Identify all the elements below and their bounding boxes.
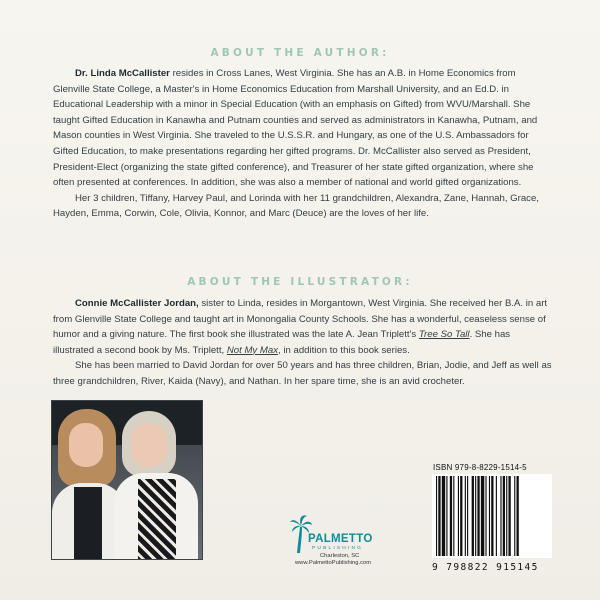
illustrator-bio-text-b: . She has illustrated a second book by Ms. Triplett,	[53, 329, 511, 356]
barcode-bar	[475, 476, 476, 556]
barcode-bar	[442, 476, 445, 556]
book-title-tree-so-tall: Tree So Tall	[418, 329, 470, 341]
publisher-name: PALMETTO	[308, 533, 373, 545]
barcode-bar	[477, 476, 479, 556]
barcode-bar	[458, 476, 459, 556]
woman-left-face	[69, 423, 103, 467]
author-illustrator-photo	[51, 400, 203, 560]
publisher-url: www.PalmettoPublishing.com	[295, 560, 372, 566]
publisher-subtitle: PUBLISHING	[312, 546, 364, 551]
barcode-bar	[514, 476, 515, 556]
barcode-bar	[500, 476, 501, 556]
author-bio-paragraph-2: Her 3 children, Tiffany, Harvey Paul, and Lorinda with her 11 grandchildren, Alexandra, Zane, Hannah, Grace, Hayden, Emma, Corwin, Cole, Olivia, Konnor, and Marc (Deuce) are the loves of her life.	[53, 192, 539, 220]
barcode-bars	[432, 476, 552, 558]
publisher-city: Charleston, SC	[320, 553, 360, 559]
author-bio	[53, 66, 553, 222]
isbn-label: ISBN 979-8-8229-1514-5	[433, 463, 527, 472]
woman-right-blouse	[138, 479, 176, 560]
barcode-bar	[467, 476, 468, 556]
woman-left-shirt	[74, 487, 102, 559]
book-title-not-my-max: Not My Max	[226, 344, 279, 356]
barcode-bar	[450, 476, 452, 556]
barcode-bar	[491, 476, 493, 556]
author-bio-text: resides in Cross Lanes, West Virginia. She has an A.B. in Home Economics from Glenville State College, a Master's in Home Economics Education from Marshall University, and an Ed.D. in Educational Leadership with a minor in Special Education (with an emphasis on Gifted) from WVU/Marshall. She taught Gifted Education in Kanawha and Putnam counties and served as administrators in Kanawha, Putnam, and Mason counties in West Virginia. She traveled to the U.S.S.R. and Hungary, as one of the U.S. Ambassadors for Gifted Education, to make presentations regarding her gifted programs. Dr. McCallister also served as President, President-Elect (organizing the state gifted conference), and Treasurer of her state gifted organization, where she often presented at conferences. In addition, she was also a member of national and world gifted organizations.	[53, 68, 538, 189]
author-bio-paragraph-1	[53, 66, 553, 191]
barcode-bar	[503, 476, 505, 556]
barcode	[432, 474, 552, 558]
illustrator-bio-text-c: , in addition to this book series.	[278, 344, 410, 356]
illustrator-bio-paragraph-2: She has been married to David Jordan for over 50 years and has three children, Brian, Jodie, and Jeff as well as three grandchildren, River, Kaida (Navy), and Nathan. In her spare time, she is an avid crocheter.	[53, 360, 552, 387]
barcode-bar	[472, 476, 474, 556]
illustrator-bio-text-a: sister to Linda, resides in Morgantown, West Virginia. She received her B.A. in art from Glenville State College and taught art in Monongalia County Schools. She has a wonderful, ceaseless sense of humor and a giving nature. The first book she illustrated was the late A. Jean Triplett's	[53, 298, 548, 341]
barcode-bar	[489, 476, 490, 556]
barcode-bar	[460, 476, 462, 556]
barcode-bar	[438, 476, 440, 556]
barcode-bar	[496, 476, 497, 556]
woman-right-face	[131, 423, 167, 467]
barcode-bar	[506, 476, 507, 556]
illustrator-bio	[53, 296, 553, 390]
illustrator-heading: ABOUT THE ILLUSTRATOR:	[187, 276, 413, 288]
publisher-logo	[276, 515, 386, 575]
barcode-bar	[465, 476, 466, 556]
illustrator-name: Connie McCallister Jordan,	[75, 298, 199, 309]
barcode-bar	[485, 476, 486, 556]
barcode-bar	[517, 476, 519, 556]
barcode-bar	[508, 476, 510, 556]
barcode-digits: 9 798822 915145	[432, 562, 539, 573]
barcode-bar	[436, 476, 437, 556]
barcode-bar	[453, 476, 454, 556]
barcode-bar	[481, 476, 484, 556]
illustrator-bio-paragraph-1	[53, 296, 553, 358]
author-name: Dr. Linda McCallister	[75, 68, 170, 79]
author-heading: ABOUT THE AUTHOR:	[210, 47, 390, 59]
barcode-bar	[446, 476, 447, 556]
